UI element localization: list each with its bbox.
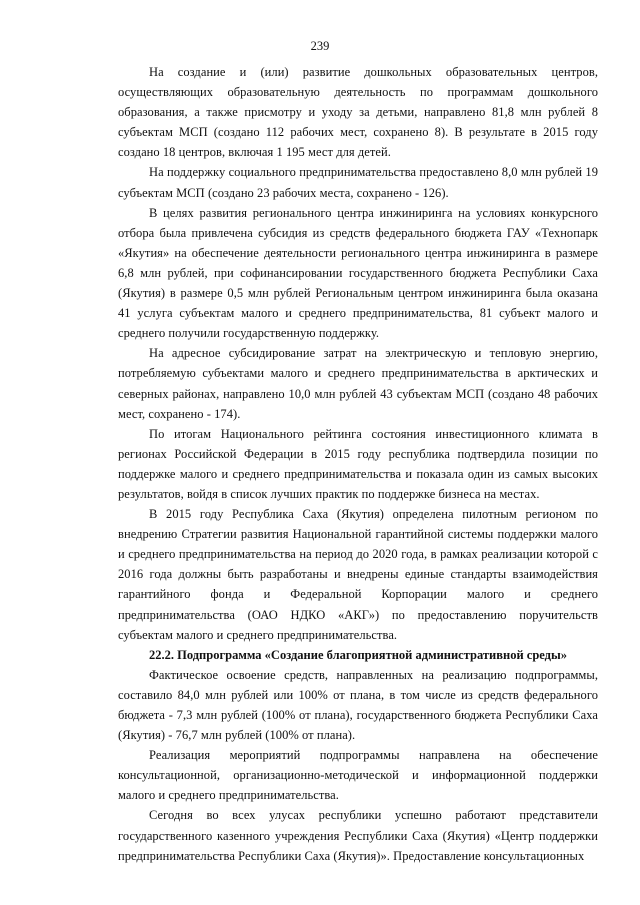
section-heading: 22.2. Подпрограмма «Создание благоприятной административной среды» (149, 647, 567, 662)
page-number: 239 (310, 39, 330, 53)
paragraph-subprogram-activities: Реализация мероприятий подпрограммы направлена на обеспечение консультационной, организационно-методической и информационной поддержки малого и среднего предпринимательства. (118, 748, 598, 803)
document-body (118, 62, 598, 866)
paragraph-funds-utilization: Фактическое освоение средств, направленных на реализацию подпрограммы, составило 84,0 млн рублей или 100% от плана, в том числе из средств федерального бюджета - 7,3 млн рублей (100% от плана), государственного бюджета Республики Саха (Якутия) - 76,7 млн рублей (100% от плана). (118, 667, 598, 743)
paragraph-engineering-center: В целях развития регионального центра инжиниринга на условиях конкурсного отбора была привлечена субсидия из средств федерального бюджета ГАУ «Технопарк «Якутия» на обеспечение деятельности регионального центра инжиниринга в размере 6,8 млн рублей, при софинансировании государственного бюджета Республики Саха (Якутия) в размере 0,5 млн рублей Региональным центром инжиниринга была оказана 41 услуга субъектам малого и среднего предпринимательства, 81 субъект малого и среднего получили государственную поддержку. (118, 205, 598, 341)
paragraph-support-center: Сегодня во всех улусах республики успешно работают представители государственного казенного учреждения Республики Саха (Якутия) «Центр поддержки предпринимательства Республики Саха (Якутия)». Предоставление консультационных (118, 808, 598, 863)
paragraph-guarantee-system: В 2015 году Республика Саха (Якутия) определена пилотным регионом по внедрению Стратегии развития Национальной гарантийной системы поддержки малого и среднего предпринимательства на период до 2020 года, в рамках реализации которой с 2016 года должны быть разработаны и внедрены единые стандарты взаимодействия гарантийного фонда и Федеральной Корпорации малого и среднего предпринимательства (ОАО НДКО «АКГ») по предоставлению поручительств субъектам малого и среднего предпринимательства. (118, 507, 598, 642)
paragraph-social-entrepreneurship: На поддержку социального предпринимательства предоставлено 8,0 млн рублей 19 субъектам МСП (создано 23 рабочих места, сохранено - 126). (118, 165, 598, 200)
paragraph-preschool-centers: На создание и (или) развитие дошкольных образовательных центров, осуществляющих образовательную деятельность по программам дошкольного образования, а также присмотру и уходу за детьми, направлено 81,8 млн рублей 8 субъектам МСП (создано 112 рабочих мест, сохранено 8). В результате в 2015 году создано 18 центров, включая 1 195 мест для детей. (118, 65, 598, 160)
paragraph-energy-subsidies: На адресное субсидирование затрат на электрическую и тепловую энергию, потребляемую субъектами малого и среднего предпринимательства в арктических и северных районах, направлено 10,0 млн рублей 43 субъектам МСП (создано 48 рабочих мест, сохранено - 174). (118, 346, 598, 421)
paragraph-investment-rating: По итогам Национального рейтинга состояния инвестиционного климата в регионах Российской Федерации в 2015 году республика подтвердила позиции по поддержке малого и среднего предпринимательства и показала один из самых высоких результатов, войдя в список лучших практик по поддержке бизнеса на местах. (118, 426, 598, 501)
